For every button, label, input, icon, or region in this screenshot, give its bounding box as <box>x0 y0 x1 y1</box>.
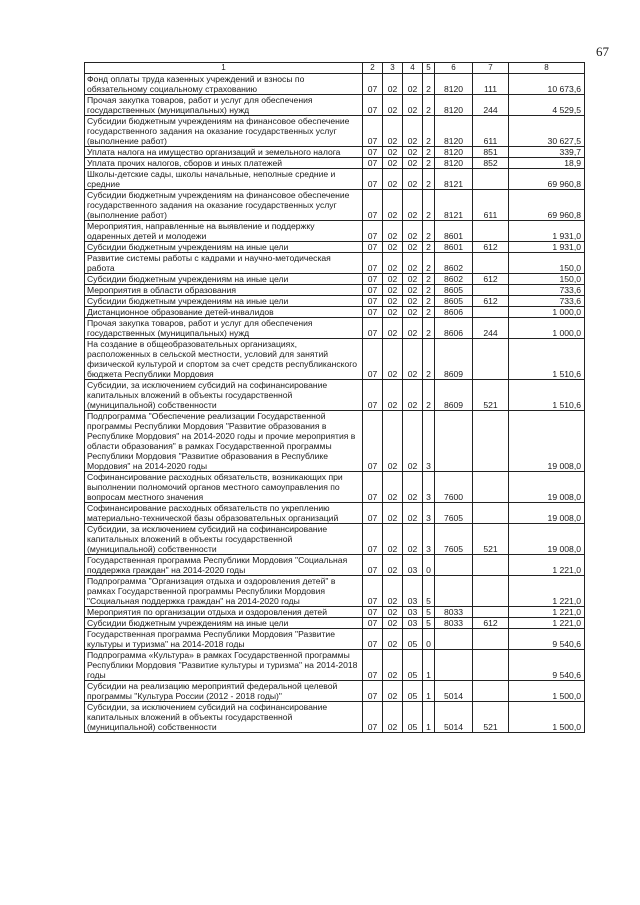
code-cell: 07 <box>363 242 383 253</box>
code-cell: 02 <box>383 318 403 339</box>
table-row <box>85 74 585 95</box>
amount-cell: 1 000,0 <box>509 318 585 339</box>
code-cell: 07 <box>363 274 383 285</box>
code-cell: 612 <box>473 296 509 307</box>
header-cell: 8 <box>509 63 585 74</box>
code-cell: 244 <box>473 95 509 116</box>
code-cell: 07 <box>363 147 383 158</box>
code-cell: 5 <box>423 607 435 618</box>
amount-cell: 18,9 <box>509 158 585 169</box>
row-name-cell: Прочая закупка товаров, работ и услуг для обеспечения государственных (муниципальных) нужд <box>85 318 363 339</box>
code-cell: 02 <box>403 285 423 296</box>
code-cell: 02 <box>403 296 423 307</box>
table-body <box>85 74 585 733</box>
row-name-cell: Софинансирование расходных обязательств, возникающих при выполнении полномочий органов местного самоуправления по вопросам местного значения <box>85 472 363 503</box>
header-cell: 1 <box>85 63 363 74</box>
table-row <box>85 411 585 472</box>
table-row <box>85 318 585 339</box>
header-cell: 5 <box>423 63 435 74</box>
amount-cell: 69 960,8 <box>509 190 585 221</box>
row-name-cell: Субсидии бюджетным учреждениям на финансовое обеспечение государственного задания на оказание государственных услуг (выполнение работ) <box>85 190 363 221</box>
amount-cell: 150,0 <box>509 274 585 285</box>
row-name-cell: Субсидии на реализацию мероприятий федеральной целевой программы "Культура России (2012 - 2018 годы)" <box>85 681 363 702</box>
code-cell <box>473 221 509 242</box>
code-cell: 02 <box>383 285 403 296</box>
code-cell: 02 <box>383 411 403 472</box>
code-cell: 02 <box>403 339 423 380</box>
code-cell: 02 <box>403 221 423 242</box>
code-cell: 2 <box>423 296 435 307</box>
code-cell <box>473 629 509 650</box>
code-cell <box>435 411 473 472</box>
code-cell: 02 <box>383 380 403 411</box>
code-cell: 07 <box>363 116 383 147</box>
table-row <box>85 253 585 274</box>
amount-cell: 1 931,0 <box>509 242 585 253</box>
page-number: 67 <box>596 44 609 59</box>
code-cell: 8609 <box>435 339 473 380</box>
code-cell: 07 <box>363 555 383 576</box>
header-cell: 7 <box>473 63 509 74</box>
code-cell: 05 <box>403 629 423 650</box>
code-cell: 8605 <box>435 296 473 307</box>
code-cell: 8602 <box>435 253 473 274</box>
code-cell: 8609 <box>435 380 473 411</box>
code-cell: 5 <box>423 618 435 629</box>
code-cell: 2 <box>423 169 435 190</box>
code-cell: 02 <box>383 274 403 285</box>
amount-cell: 9 540,6 <box>509 650 585 681</box>
code-cell: 2 <box>423 380 435 411</box>
amount-cell: 1 221,0 <box>509 618 585 629</box>
amount-cell: 1 221,0 <box>509 576 585 607</box>
code-cell <box>435 629 473 650</box>
code-cell: 02 <box>383 503 403 524</box>
code-cell: 521 <box>473 702 509 733</box>
code-cell: 612 <box>473 242 509 253</box>
amount-cell: 69 960,8 <box>509 169 585 190</box>
code-cell: 521 <box>473 380 509 411</box>
row-name-cell: Субсидии бюджетным учреждениям на финансовое обеспечение государственного задания на оказание государственных услуг (выполнение работ) <box>85 116 363 147</box>
table-row <box>85 242 585 253</box>
code-cell: 02 <box>383 307 403 318</box>
code-cell: 7605 <box>435 524 473 555</box>
code-cell: 02 <box>383 296 403 307</box>
table-row <box>85 116 585 147</box>
code-cell: 2 <box>423 74 435 95</box>
row-name-cell: Мероприятия по организации отдыха и оздоровления детей <box>85 607 363 618</box>
amount-cell: 30 627,5 <box>509 116 585 147</box>
code-cell: 2 <box>423 158 435 169</box>
code-cell: 02 <box>383 524 403 555</box>
code-cell: 8120 <box>435 95 473 116</box>
code-cell: 5014 <box>435 681 473 702</box>
code-cell <box>435 650 473 681</box>
row-name-cell: Субсидии бюджетным учреждениям на иные цели <box>85 296 363 307</box>
code-cell: 8033 <box>435 618 473 629</box>
code-cell: 02 <box>383 74 403 95</box>
code-cell: 02 <box>383 629 403 650</box>
code-cell: 05 <box>403 681 423 702</box>
amount-cell: 1 000,0 <box>509 307 585 318</box>
row-name-cell: Дистанционное образование детей-инвалидов <box>85 307 363 318</box>
code-cell: 244 <box>473 318 509 339</box>
row-name-cell: Школы-детские сады, школы начальные, неполные средние и средние <box>85 169 363 190</box>
amount-cell: 150,0 <box>509 253 585 274</box>
amount-cell: 19 008,0 <box>509 524 585 555</box>
table-header <box>85 63 585 74</box>
row-name-cell: Уплата налога на имущество организаций и земельного налога <box>85 147 363 158</box>
table-row <box>85 650 585 681</box>
table-row <box>85 221 585 242</box>
code-cell: 02 <box>383 650 403 681</box>
code-cell <box>473 307 509 318</box>
code-cell: 02 <box>383 158 403 169</box>
table-row <box>85 169 585 190</box>
code-cell: 07 <box>363 190 383 221</box>
row-name-cell: Уплата прочих налогов, сборов и иных платежей <box>85 158 363 169</box>
row-name-cell: Развитие системы работы с кадрами и научно-методическая работа <box>85 253 363 274</box>
row-name-cell: Софинансирование расходных обязательств по укреплению материально-технической базы образовательных организаций <box>85 503 363 524</box>
amount-cell: 339,7 <box>509 147 585 158</box>
code-cell: 611 <box>473 190 509 221</box>
code-cell: 1 <box>423 702 435 733</box>
code-cell: 07 <box>363 650 383 681</box>
code-cell: 1 <box>423 650 435 681</box>
row-name-cell: Подпрограмма «Культура» в рамках Государственной программы Республики Мордовия "Развитие культуры и туризма" на 2014-2018 годы <box>85 650 363 681</box>
code-cell: 07 <box>363 318 383 339</box>
code-cell: 03 <box>403 618 423 629</box>
code-cell <box>473 576 509 607</box>
row-name-cell: Прочая закупка товаров, работ и услуг для обеспечения государственных (муниципальных) нужд <box>85 95 363 116</box>
code-cell: 851 <box>473 147 509 158</box>
table-row <box>85 380 585 411</box>
amount-cell: 733,6 <box>509 285 585 296</box>
amount-cell: 733,6 <box>509 296 585 307</box>
header-cell: 2 <box>363 63 383 74</box>
code-cell: 02 <box>383 607 403 618</box>
code-cell: 7605 <box>435 503 473 524</box>
code-cell: 07 <box>363 702 383 733</box>
code-cell <box>435 576 473 607</box>
code-cell: 5 <box>423 576 435 607</box>
code-cell: 0 <box>423 629 435 650</box>
code-cell: 07 <box>363 158 383 169</box>
code-cell: 07 <box>363 253 383 274</box>
code-cell: 07 <box>363 296 383 307</box>
code-cell <box>473 285 509 296</box>
code-cell: 07 <box>363 618 383 629</box>
code-cell: 2 <box>423 95 435 116</box>
code-cell: 8033 <box>435 607 473 618</box>
code-cell: 05 <box>403 650 423 681</box>
code-cell: 07 <box>363 380 383 411</box>
code-cell <box>473 472 509 503</box>
code-cell <box>473 555 509 576</box>
code-cell: 612 <box>473 618 509 629</box>
code-cell: 8602 <box>435 274 473 285</box>
code-cell: 07 <box>363 681 383 702</box>
code-cell: 7600 <box>435 472 473 503</box>
row-name-cell: Субсидии, за исключением субсидий на софинансирование капитальных вложений в объекты государственной (муниципальной) собственности <box>85 380 363 411</box>
amount-cell: 4 529,5 <box>509 95 585 116</box>
amount-cell: 9 540,6 <box>509 629 585 650</box>
code-cell: 3 <box>423 503 435 524</box>
code-cell: 521 <box>473 524 509 555</box>
code-cell: 02 <box>383 681 403 702</box>
code-cell: 02 <box>403 169 423 190</box>
code-cell: 02 <box>403 318 423 339</box>
code-cell: 02 <box>383 95 403 116</box>
code-cell: 07 <box>363 74 383 95</box>
code-cell: 2 <box>423 307 435 318</box>
code-cell <box>473 253 509 274</box>
header-cell: 4 <box>403 63 423 74</box>
code-cell: 02 <box>383 618 403 629</box>
code-cell <box>473 169 509 190</box>
code-cell: 07 <box>363 95 383 116</box>
code-cell: 8605 <box>435 285 473 296</box>
amount-cell: 19 008,0 <box>509 472 585 503</box>
code-cell: 02 <box>403 274 423 285</box>
code-cell: 02 <box>383 221 403 242</box>
code-cell <box>473 607 509 618</box>
amount-cell: 1 510,6 <box>509 339 585 380</box>
row-name-cell: Субсидии, за исключением субсидий на софинансирование капитальных вложений в объекты государственной (муниципальной) собственности <box>85 524 363 555</box>
code-cell: 02 <box>403 158 423 169</box>
code-cell: 111 <box>473 74 509 95</box>
code-cell: 2 <box>423 221 435 242</box>
table-row <box>85 274 585 285</box>
code-cell: 02 <box>403 472 423 503</box>
code-cell: 3 <box>423 472 435 503</box>
code-cell: 611 <box>473 116 509 147</box>
code-cell: 2 <box>423 285 435 296</box>
code-cell: 02 <box>383 555 403 576</box>
code-cell: 2 <box>423 253 435 274</box>
code-cell: 07 <box>363 339 383 380</box>
row-name-cell: Государственная программа Республики Мордовия "Развитие культуры и туризма" на 2014-2018 годы <box>85 629 363 650</box>
code-cell: 02 <box>383 472 403 503</box>
code-cell: 8120 <box>435 147 473 158</box>
code-cell: 2 <box>423 339 435 380</box>
code-cell: 3 <box>423 524 435 555</box>
table-row <box>85 190 585 221</box>
budget-table <box>84 62 585 733</box>
amount-cell: 1 510,6 <box>509 380 585 411</box>
amount-cell: 1 221,0 <box>509 607 585 618</box>
amount-cell: 1 500,0 <box>509 702 585 733</box>
code-cell: 02 <box>403 116 423 147</box>
code-cell <box>473 339 509 380</box>
code-cell: 02 <box>383 147 403 158</box>
code-cell: 8120 <box>435 74 473 95</box>
row-name-cell: Субсидии бюджетным учреждениям на иные цели <box>85 618 363 629</box>
code-cell: 2 <box>423 318 435 339</box>
amount-cell: 1 931,0 <box>509 221 585 242</box>
table-row <box>85 702 585 733</box>
code-cell: 03 <box>403 607 423 618</box>
code-cell: 07 <box>363 472 383 503</box>
row-name-cell: Субсидии, за исключением субсидий на софинансирование капитальных вложений в объекты государственной (муниципальной) собственности <box>85 702 363 733</box>
code-cell: 8606 <box>435 318 473 339</box>
row-name-cell: Мероприятия, направленные на выявление и поддержку одаренных детей и молодежи <box>85 221 363 242</box>
table-row <box>85 95 585 116</box>
row-name-cell: Субсидии бюджетным учреждениям на иные цели <box>85 274 363 285</box>
code-cell: 02 <box>383 242 403 253</box>
code-cell: 05 <box>403 702 423 733</box>
code-cell: 8120 <box>435 116 473 147</box>
code-cell: 8121 <box>435 169 473 190</box>
table-row <box>85 147 585 158</box>
code-cell: 02 <box>403 190 423 221</box>
header-cell: 3 <box>383 63 403 74</box>
code-cell: 07 <box>363 524 383 555</box>
code-cell: 07 <box>363 607 383 618</box>
code-cell: 02 <box>403 242 423 253</box>
code-cell: 852 <box>473 158 509 169</box>
code-cell: 0 <box>423 555 435 576</box>
code-cell: 02 <box>383 116 403 147</box>
header-cell: 6 <box>435 63 473 74</box>
table-row <box>85 307 585 318</box>
row-name-cell: Фонд оплаты труда казенных учреждений и взносы по обязательному социальному страхованию <box>85 74 363 95</box>
table-row <box>85 681 585 702</box>
code-cell: 07 <box>363 169 383 190</box>
code-cell: 2 <box>423 274 435 285</box>
code-cell: 02 <box>383 339 403 380</box>
table-row <box>85 472 585 503</box>
code-cell: 07 <box>363 503 383 524</box>
code-cell: 02 <box>383 576 403 607</box>
code-cell: 3 <box>423 411 435 472</box>
table-row <box>85 296 585 307</box>
code-cell <box>473 681 509 702</box>
code-cell <box>435 555 473 576</box>
row-name-cell: На создание в общеобразовательных организациях, расположенных в сельской местности, условий для занятий физической культурой и спортом за счет средств республиканского бюджета Республики Мордовия <box>85 339 363 380</box>
table-row <box>85 576 585 607</box>
code-cell: 8120 <box>435 158 473 169</box>
code-cell: 2 <box>423 116 435 147</box>
table-row <box>85 285 585 296</box>
code-cell: 02 <box>403 524 423 555</box>
code-cell: 02 <box>403 307 423 318</box>
row-name-cell: Мероприятия в области образования <box>85 285 363 296</box>
code-cell: 07 <box>363 221 383 242</box>
code-cell: 02 <box>403 147 423 158</box>
table-row <box>85 524 585 555</box>
amount-cell: 19 008,0 <box>509 411 585 472</box>
code-cell: 03 <box>403 576 423 607</box>
code-cell: 02 <box>403 503 423 524</box>
code-cell: 02 <box>383 169 403 190</box>
code-cell: 07 <box>363 285 383 296</box>
table-row <box>85 607 585 618</box>
code-cell: 07 <box>363 307 383 318</box>
code-cell: 07 <box>363 576 383 607</box>
amount-cell: 10 673,6 <box>509 74 585 95</box>
table-row <box>85 618 585 629</box>
code-cell <box>473 411 509 472</box>
table-row <box>85 629 585 650</box>
table-row <box>85 158 585 169</box>
amount-cell: 1 500,0 <box>509 681 585 702</box>
table-row <box>85 503 585 524</box>
code-cell: 1 <box>423 681 435 702</box>
code-cell: 02 <box>403 380 423 411</box>
code-cell: 02 <box>403 411 423 472</box>
code-cell: 02 <box>383 190 403 221</box>
code-cell: 612 <box>473 274 509 285</box>
code-cell: 07 <box>363 411 383 472</box>
table-row <box>85 339 585 380</box>
amount-cell: 19 008,0 <box>509 503 585 524</box>
code-cell: 07 <box>363 629 383 650</box>
code-cell: 8601 <box>435 242 473 253</box>
code-cell <box>473 503 509 524</box>
code-cell: 2 <box>423 242 435 253</box>
code-cell: 02 <box>403 253 423 274</box>
code-cell: 02 <box>403 95 423 116</box>
code-cell: 03 <box>403 555 423 576</box>
code-cell: 8601 <box>435 221 473 242</box>
code-cell: 5014 <box>435 702 473 733</box>
row-name-cell: Подпрограмма "Обеспечение реализации Государственной программы Республики Мордовия "Развитие образования в Республике Мордовия" на 2014-2020 годы и прочие мероприятия в области образования" в рамках Государственной программы Республики Мордовия "Развитие образования в Республике Мордовия" на 2014-2020 годы <box>85 411 363 472</box>
table-row <box>85 555 585 576</box>
code-cell: 8121 <box>435 190 473 221</box>
row-name-cell: Субсидии бюджетным учреждениям на иные цели <box>85 242 363 253</box>
code-cell <box>473 650 509 681</box>
row-name-cell: Подпрограмма "Организация отдыха и оздоровления детей" в рамках Государственной программы Республики Мордовия "Социальная поддержка граждан" на 2014-2020 годы <box>85 576 363 607</box>
amount-cell: 1 221,0 <box>509 555 585 576</box>
code-cell: 2 <box>423 190 435 221</box>
code-cell: 2 <box>423 147 435 158</box>
code-cell: 02 <box>403 74 423 95</box>
code-cell: 02 <box>383 253 403 274</box>
code-cell: 8606 <box>435 307 473 318</box>
row-name-cell: Государственная программа Республики Мордовия "Социальная поддержка граждан" на 2014-2020 годы <box>85 555 363 576</box>
code-cell: 02 <box>383 702 403 733</box>
